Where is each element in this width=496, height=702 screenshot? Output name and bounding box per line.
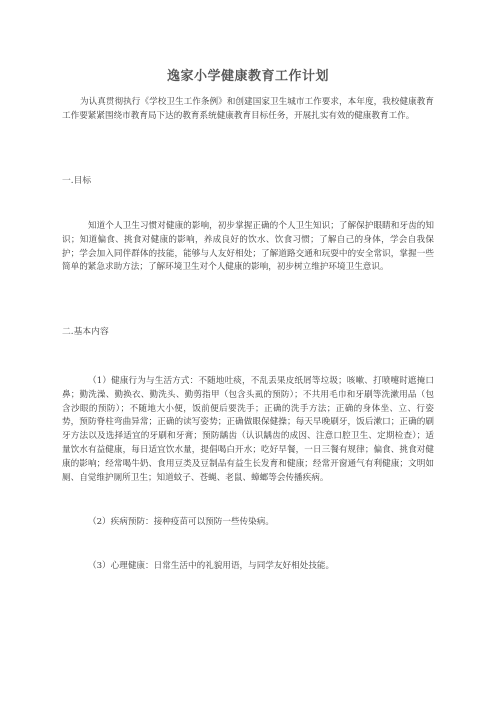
content-paragraph-health-behavior: （1）健康行为与生活方式：不随地吐痰，不乱丢果皮纸屑等垃圾；咳嗽、打喷嚏时遮掩口鼻；勤洗澡、勤换衣、勤洗头、勤剪指甲（包含头虱的预防）；不共用毛巾和牙刷等洗漱用品（包含沙眼的预防）；不随地大小便，饭前便后要洗手；正确的洗手方法；正确的身体坐、立、行姿势，预防脊柱弯曲异常；正确的读写姿势；正确做眼保健操；每天早晚刷牙，饭后漱口；正确的刷牙方法以及选择适宜的牙刷和牙膏；预防龋齿（认识龋齿的成因、注意口腔卫生、定期检查）；适量饮水有益健康，每日适宜饮水量，提倡喝白开水；吃好早餐，一日三餐有规律；偏食、挑食对健康的影响；经常喝牛奶、食用豆类及豆制品有益生长发育和健康；经常开窗通气有利健康；文明如厕、自觉维护厕所卫生；知道蚊子、苍蝇、老鼠、蟑螂等会传播疾病。 xyxy=(62,376,434,483)
section-heading-goals: 一.目标 xyxy=(62,176,92,186)
section-heading-content: 二.基本内容 xyxy=(62,327,109,337)
goals-paragraph: 知道个人卫生习惯对健康的影响，初步掌握正确的个人卫生知识；了解保护眼睛和牙齿的知识；知道偏食、挑食对健康的影响，养成良好的饮水、饮食习惯；了解自己的身体，学会自我保护；学会加入同伴群体的技能，能够与人友好相处；了解道路交通和玩耍中的安全常识，掌握一些简单的紧急求助方法；了解环境卫生对个人健康的影响，初步树立维护环境卫生意识。 xyxy=(62,221,434,273)
content-paragraph-disease-prevention: （2）疾病预防：接种疫苗可以预防一些传染病。 xyxy=(88,517,274,527)
intro-paragraph: 为认真贯彻执行《学校卫生工作条例》和创建国家卫生城市工作要求，本年度，我校健康教育工作要紧紧围绕市教育局下达的教育系统健康教育目标任务，开展扎实有效的健康教育工作。 xyxy=(62,97,434,121)
document-title: 逸家小学健康教育工作计划 xyxy=(166,69,329,84)
content-paragraph-mental-health: （3）心理健康：日常生活中的礼貌用语，与同学友好相处技能。 xyxy=(88,561,335,571)
